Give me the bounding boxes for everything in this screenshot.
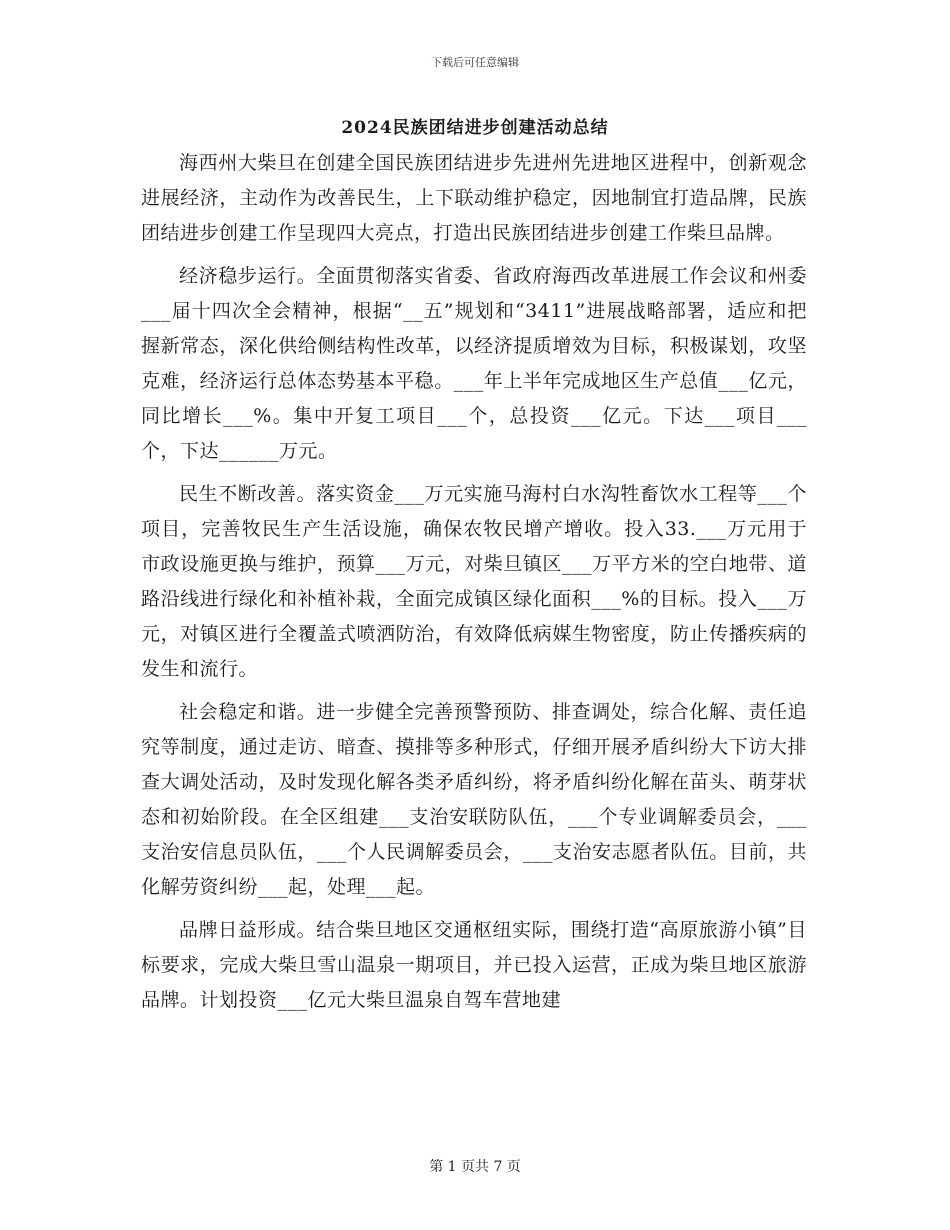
paragraph-stability: 社会稳定和谐。进一步健全完善预警预防、排查调处，综合化解、责任追究等制度，通过走访、暗查、摸排等多种形式，仔细开展矛盾纠纷大下访大排查大调处活动，及时发现化解各类矛盾纠纷，将矛盾纠纷化解在苗头、萌芽状态和初始阶段。在全区组建___支治安联防队伍，___个专业调解委员会，___支治安信息员队伍，___个人民调解委员会，___支治安志愿者队伍。目前，共化解劳资纠纷___起，处理___起。 (141, 701, 807, 898)
paragraph-livelihood: 民生不断改善。落实资金___万元实施马海村白水沟牲畜饮水工程等___个项目，完善牧民生产生活设施，确保农牧民增产增收。投入33.___万元用于市政设施更换与维护，预算___万元，对柴旦镇区___万平方米的空白地带、道路沿线进行绿化和补植补栽，全面完成镇区绿化面积___%的目标。投入___万元，对镇区进行全覆盖式喷洒防治，有效降低病媒生物密度，防止传播疾病的发生和流行。 (141, 483, 807, 680)
paragraph-brand: 品牌日益形成。结合柴旦地区交通枢纽实际，围绕打造“高原旅游小镇”目标要求，完成大柴旦雪山温泉一期项目，并已投入运营，正成为柴旦地区旅游品牌。计划投资___亿元大柴旦温泉自驾车营地建 (141, 919, 807, 1011)
paragraph-economy: 经济稳步运行。全面贯彻落实省委、省政府海西改革进展工作会议和州委___届十四次全会精神，根据“__五”规划和“3411”进展战略部署，适应和把握新常态，深化供给侧结构性改革，以经济提质增效为目标，积极谋划，攻坚克难，经济运行总体态势基本平稳。___年上半年完成地区生产总值___亿元，同比增长___%。集中开复工项目___个，总投资___亿元。下达___项目___个，下达______万元。 (141, 265, 807, 462)
page-title: 2024民族团结进步创建活动总结 (341, 118, 609, 138)
document-body (141, 146, 807, 1026)
page-footer: 第 1 页共 7 页 (429, 1159, 521, 1175)
paragraph-intro: 海西州大柴旦在创建全国民族团结进步先进州先进地区进程中，创新观念进展经济，主动作为改善民生，上下联动维护稳定，因地制宜打造品牌，民族团结进步创建工作呈现四大亮点，打造出民族团结进步创建工作柴旦品牌。 (141, 152, 807, 244)
header-note: 下载后可任意编辑 (431, 56, 519, 69)
